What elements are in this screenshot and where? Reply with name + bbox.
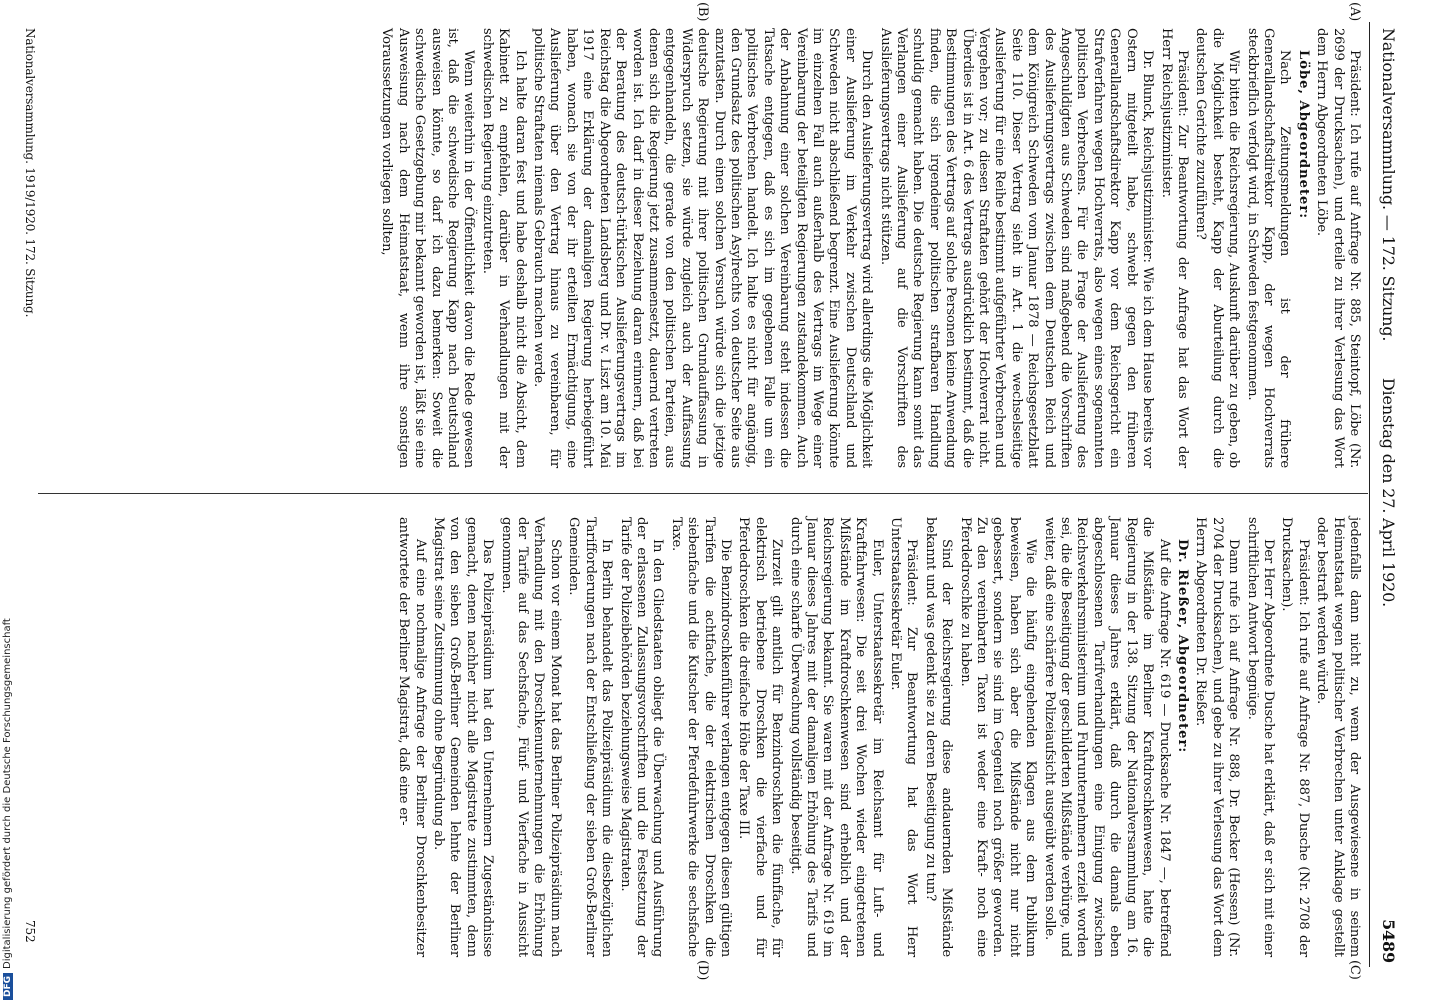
paragraph: Das Polizeipräsidium hat den Unternehmern Zugeständnisse gemacht, denen nachher nicht alle Magistrate zustimmten, denn von den sieben Groß-Berliner Gemeinden lehnte der Berliner Magistrat seine Zustimmung ohne Begründung ab.	[431, 517, 496, 957]
margin-mark-c: (C)	[1347, 960, 1362, 980]
paragraph: Präsident: Zur Beantwortung der Anfrage hat das Wort der Herr Reichsjustizminister.	[1158, 28, 1190, 468]
paragraph: Präsident: Zur Beantwortung hat das Wort Herr Unterstaatssekretär Euler.	[888, 517, 920, 957]
speaker-line: Löbe, Abgeordneter:	[1295, 50, 1311, 220]
margin-mark-b: (B)	[695, 2, 710, 22]
column-divider	[38, 493, 1368, 494]
paragraph: Dr. Blunck, Reichsjustizminister: Wie ich dem Hause bereits vor Ostern mitgeteilt habe, schwebt gegen den früheren Generallandschaftsdirektor Kapp vor dem Reichsgericht ein Strafverfahren wegen Hochverrats, also wegen eines sogenannten politischen Verbrechens. Für die Frage der Auslieferung des Angeschuldigten aus Schweden sind maßgebend die Vorschriften des Auslieferungsvertrags zwischen dem Deutschen Reich und dem Königreich Schweden vom Januar 1878 — Reichsgesetzblatt Seite 110. Dieser Vertrag sieht in Art. 1 die wechselseitige Auslieferung für eine Reihe bestimmt aufgeführter Verbrechen und Vergehen vor; zu diesen Straftaten gehört der Hochverrat nicht. Überdies ist in Art. 6 des Vertrags ausdrücklich bestimmt, daß die Bestimmungen des Vertrags auf solche Personen keine Anwendung finden, die sich irgendeiner politischen strafbaren Handlung schuldig gemacht haben. Die deutsche Regierung kann somit das Verlangen einer Auslieferung auf die Vorschriften des Auslieferungsvertrags nicht stützen.	[877, 28, 1156, 468]
paragraph: Wir bitten die Reichsregierung, Auskunft darüber zu geben, ob die Möglichkeit besteht, Kapp der Aburteilung durch die deutschen Gerichte zuzuführen?	[1193, 28, 1242, 468]
left-column	[376, 28, 1362, 468]
paragraph: Die Benzindroschkenführer verlangen entgegen diesen gültigen Tarifen die achtfache, die der elektrischen Droschken die siebenfache und die Kutscher der Pferdefuhrwerke die sechsfache Taxe.	[668, 517, 733, 957]
paragraph: Zurzeit gilt amtlich für Benzindroschken die fünffache, für elektrisch betriebene Droschken die vierfache und für Pferdedroschken die dreifache Höhe der Taxe III.	[736, 517, 785, 957]
paragraph: Durch den Auslieferungsvertrag wird allerdings die Möglichkeit einer Auslieferung im Verkehr zwischen Deutschland und Schweden nicht abschließend begrenzt. Eine Auslieferung könnte im einzelnen Fall auch außerhalb des Vertrags im Wege einer Vereinbarung der beteiligten Regierungen zustandekommen. Auch der Anbahnung einer solchen Vereinbarung steht indessen die Tatsache entgegen, daß es sich im gegebenen Falle um ein politisches Verbrechen handelt. Ich halte es nicht für angängig, den Grundsatz des politischen Asylrechts von deutscher Seite aus anzutasten. Durch einen solchen Versuch würde sich die jetzige deutsche Regierung mit ihrer politischen Grundauffassung in Widerspruch setzen, sie würde zugleich auch der Auffassung entgegenhandeln, die gerade von den politischen Parteien, aus denen sich die Regierung jetzt zusammensetzt, dauernd vertreten worden ist. Ich darf in dieser Beziehung daran erinnern, daß bei der Beratung des deutsch-türkischen Auslieferungsvertrags im Reichstag die Abgeordneten Landsberg und Dr. v. Liszt am 10. Mai 1917 eine Erklärung der damaligen Regierung herbeigeführt haben, wonach sie von der ihr erteilten Ermächtigung, eine Auslieferung über den Vertrag hinaus zu vereinbaren, für politische Straftaten niemals Gebrauch machen werde.	[531, 28, 875, 468]
paragraph: Präsident: Ich rufe auf Anfrage Nr. 887, Dusche (Nr. 2708 der Drucksachen).	[1279, 517, 1311, 957]
digitization-credit	[2, 618, 13, 1000]
paragraph: In Berlin behandelt das Polizeipräsidium die diesbezüglichen Tarifforderungen nach der Entschließung der sieben Groß-Berliner Gemeinden.	[566, 517, 615, 957]
paragraph: Schon vor einem Monat hat das Berliner Polizeipräsidium nach Verhandlung mit den Droschkenunternehmungen die Erhöhung der Tarife auf das Sechsfache, Fünf- und Vierfache in Aussicht genommen.	[498, 517, 563, 957]
paragraph: Ich halte daran fest und habe deshalb nicht die Absicht, dem Kabinett zu empfehlen, darüber in Verhandlungen mit der schwedischen Regierung einzutreten.	[479, 28, 528, 468]
margin-mark-d: (D)	[695, 960, 710, 981]
paragraph: Wenn weiterhin in der Öffentlichkeit davon die Rede gewesen ist, daß die schwedische Regierung Kapp nach Deutschland ausweisen könnte, so darf ich dazu bemerken: Soweit die schwedische Gesetzgebung mir bekannt geworden ist, läßt sie eine Ausweisung nach dem Heimatstaat, wenn ihre sonstigen Voraussetzungen vorliegen sollten,	[379, 28, 477, 468]
header-date: Dienstag den 27. April 1920.	[1379, 377, 1398, 608]
paragraph: In den Gliedstaaten obliegt die Überwachung und Ausführung der erlassenen Zulassungsvorschriften und die Festsetzung der Tarife der Polizeibehörden beziehungsweise Magistraten.	[617, 517, 666, 957]
paragraph: jedenfalls dann nicht zu, wenn der Ausgewiesene in seinem Heimatstaat wegen politischer Verbrechen unter Anklage gestellt oder bestraft werden würde.	[1314, 517, 1362, 957]
paragraph: Sind der Reichsregierung diese andauernden Mißstände bekannt und was gedenkt sie zu deren Beseitigung zu tun?	[922, 517, 955, 957]
credit-text: Digitalisierung gefördert durch die Deutsche Forschungsgemeinschaft	[2, 618, 13, 969]
paragraph: Präsident: Ich rufe auf Anfrage Nr. 885, Steintopf, Löbe (Nr. 2699 der Drucksachen), und erteile zu ihrer Verlesung das Wort dem Herrn Abgeordneten Löbe.	[1314, 28, 1362, 468]
right-column	[393, 517, 1362, 957]
paragraph: Nach Zeitungsmeldungen ist der frühere Generallandschaftsdirektor Kapp, der wegen Hochverrats steckbrieflich verfolgt wird, in Schweden festgenommen.	[1244, 28, 1293, 468]
page-header	[1372, 0, 1396, 985]
paragraph: Auf eine nochmalige Anfrage der Berliner Droschkenbesitzer antwortete der Berliner Magistrat, daß eine er-	[396, 517, 428, 957]
footer-page-number: 752	[23, 920, 37, 943]
paragraph: Der Herr Abgeordnete Dusche hat erklärt, daß er sich mit einer schriftlichen Antwort begnüge.	[1244, 517, 1276, 957]
header-left: Nationalversammlung. — 172. Sitzung.	[1379, 28, 1398, 342]
paragraph: Wie die häufig eingehenden Klagen aus dem Publikum beweisen, haben sich aber die Mißstände nicht nur nicht gebessert, sondern sie sind im Gegenteil noch größer geworden. Zu den vereinbarten Taxen ist weder eine Kraft- noch eine Pferdedroschke zu haben.	[957, 517, 1039, 957]
paragraph: Dann rufe ich auf Anfrage Nr. 888, Dr. Becker (Hessen) (Nr. 2704 der Drucksachen), und gebe zu ihrer Verlesung das Wort dem Herrn Abgeordneten Dr. Rießer.	[1193, 517, 1242, 957]
header-page-number: 5489	[1379, 919, 1398, 963]
speaker-line: Dr. Rießer, Abgeordneter:	[1174, 539, 1190, 754]
margin-mark-a: (A)	[1347, 2, 1362, 22]
footer-left: Nationalversammlung. 1919/1920. 172. Sitzung.	[23, 28, 37, 318]
header-rule	[1369, 22, 1370, 967]
paragraph: Euler, Unterstaatssekretär im Reichsamt für Luft- und Kraftfahrwesen: Die seit drei Wochen wieder eingetretenen Mißstände im Kraftdroschkenwesen sind erheblich und der Reichsregierung bekannt. Sie waren mit der Anfrage Nr. 619 im Januar dieses Jahres mit der damaligen Erhöhung des Tarifs und durch eine scharfe Überwachung vollständig beseitigt.	[787, 517, 885, 957]
dfg-logo: DFG	[3, 973, 13, 1000]
paragraph: Auf die Anfrage Nr. 619 — Drucksache Nr. 1847 —, betreffend die Mißstände im Berliner Kraftdroschkenwesen, hatte die Regierung in der 138. Sitzung der Nationalversammlung am 16. Januar dieses Jahres erklärt, daß durch die damals eben abgeschlossenen Tarifverhandlungen eine Einigung zwischen Reichsverkehrsministerium und Fuhrunternehmern erzielt worden sei, die die Beseitigung der geschilderten Mißstände verbürge, und weiter, daß eine schärfere Polizeiaufsicht ausgeübt werden solle.	[1041, 517, 1172, 957]
